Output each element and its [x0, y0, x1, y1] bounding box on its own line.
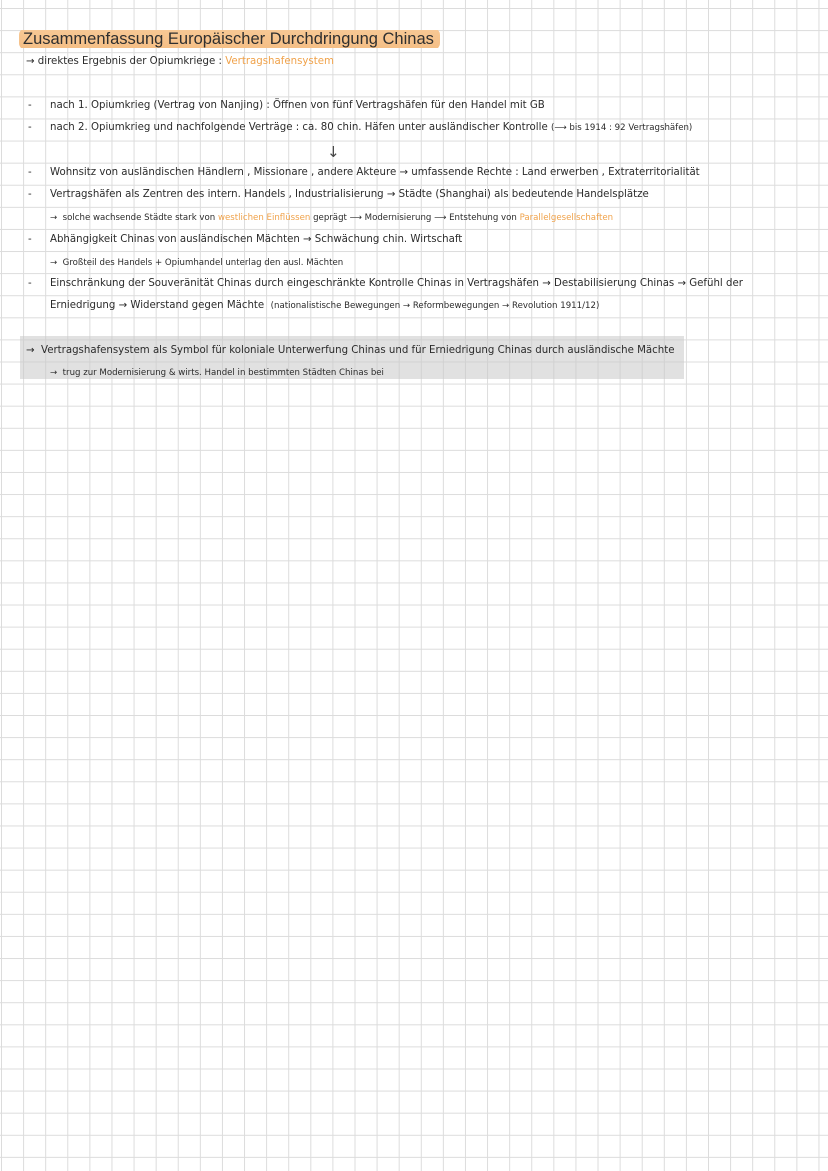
point-6-cont — [50, 299, 599, 313]
arrow-icon: → — [50, 258, 58, 268]
arrow-icon: → — [50, 213, 58, 223]
bullet: - — [28, 234, 32, 245]
sub-highlight-2: Parallelgesellschaften — [519, 213, 614, 223]
point-5 — [28, 233, 462, 247]
intro-text: direktes Ergebnis der Opiumkriege : — [37, 56, 222, 67]
conclusion-sub-text: trug zur Modernisierung & wirts. Handel in bestimmten Städten Chinas bei — [62, 368, 384, 378]
conclusion-sub-line — [50, 366, 384, 380]
point-2 — [28, 121, 692, 135]
bullet: - — [28, 122, 32, 133]
sub-text-1: solche wachsende Städte stark von — [62, 213, 216, 223]
bullet: - — [28, 100, 32, 111]
arrow-icon: → — [26, 345, 35, 356]
point-3 — [28, 166, 700, 180]
point-5-sub — [50, 256, 343, 270]
point-text: Abhängigkeit Chinas von ausländischen Mächten → Schwächung chin. Wirtschaft — [50, 234, 463, 245]
bullet: - — [28, 189, 32, 200]
sub-text: Großteil des Handels + Opiumhandel unterlag den ausl. Mächten — [62, 258, 344, 268]
point-1 — [28, 99, 545, 113]
conclusion-text: Vertragshafensystem als Symbol für koloniale Unterwerfung Chinas und für Erniedrigung Chinas durch ausländische Mächte — [41, 345, 675, 356]
conclusion-line — [26, 344, 674, 358]
sub-text-2: geprägt ⟶ Modernisierung ⟶ Entstehung von — [313, 213, 517, 223]
point-text: nach 2. Opiumkrieg und nachfolgende Verträge : ca. 80 chin. Häfen unter ausländischer Kontrolle — [50, 122, 548, 133]
point-4-sub — [50, 211, 613, 225]
point-note: (⟶ bis 1914 : 92 Vertragshäfen) — [550, 123, 693, 133]
intro-highlight: Vertragshafensystem — [225, 56, 334, 67]
point-text-cont: Erniedrigung → Widerstand gegen Mächte — [50, 300, 265, 311]
sub-highlight-1: westlichen Einflüssen — [217, 213, 311, 223]
point-4 — [28, 188, 649, 202]
point-text: nach 1. Opiumkrieg (Vertrag von Nanjing) : Öffnen von fünf Vertragshäfen für den Handel mit GB — [50, 100, 545, 111]
page-title: Zusammenfassung Europäischer Durchdringung Chinas — [19, 28, 440, 50]
point-text: Wohnsitz von ausländischen Händlern , Missionare , andere Akteure → umfassende Rechte : Land erwerben , Extraterritorialität — [50, 167, 700, 178]
arrow-icon: → — [26, 56, 35, 67]
point-note: (nationalistische Bewegungen → Reformbewegungen → Revolution 1911/12) — [270, 301, 600, 311]
down-arrow-icon: ↓ — [327, 143, 340, 161]
point-text: Vertragshäfen als Zentren des intern. Handels , Industrialisierung → Städte (Shanghai) als bedeutende Handelsplätze — [50, 189, 649, 200]
arrow-icon: → — [50, 368, 58, 378]
bullet: - — [28, 278, 32, 289]
title-wrap — [19, 28, 440, 50]
point-6 — [28, 277, 743, 291]
bullet: - — [28, 167, 32, 178]
point-text: Einschränkung der Souveränität Chinas durch eingeschränkte Kontrolle Chinas in Vertragshäfen → Destabilisierung Chinas → Gefühl der — [50, 278, 743, 289]
intro-line — [26, 55, 334, 69]
